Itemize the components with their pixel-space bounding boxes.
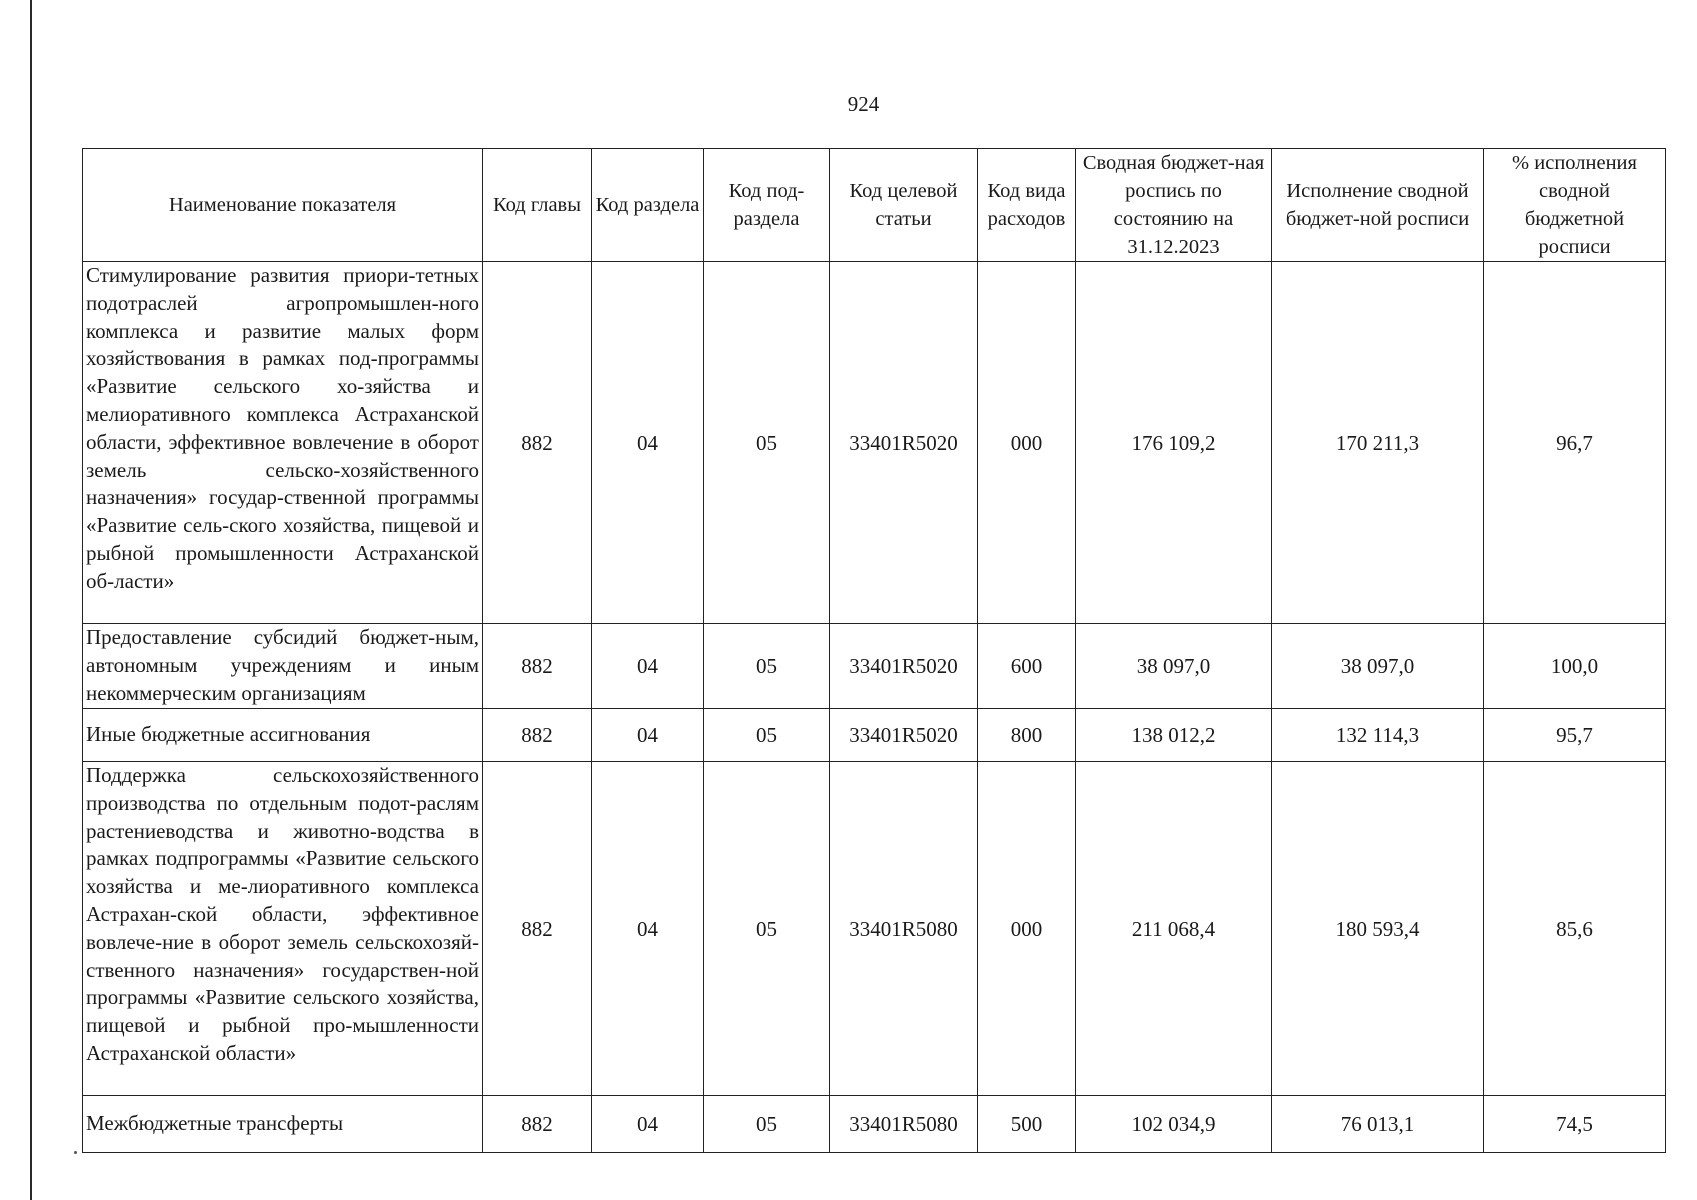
row-chapter: 882 [483,709,592,762]
row-planned: 176 109,2 [1076,262,1272,624]
row-subsection: 05 [704,624,830,709]
row-expense-type: 800 [978,709,1076,762]
header-target-code: Код целевой статьи [830,149,978,262]
header-name: Наименование показателя [83,149,483,262]
row-executed: 76 013,1 [1272,1096,1484,1153]
row-planned: 102 034,9 [1076,1096,1272,1153]
row-section: 04 [592,1096,704,1153]
header-chapter-code: Код главы [483,149,592,262]
row-planned: 211 068,4 [1076,762,1272,1096]
row-expense-type: 500 [978,1096,1076,1153]
row-target: 33401R5020 [830,624,978,709]
row-subsection: 05 [704,709,830,762]
row-chapter: 882 [483,624,592,709]
row-name: Межбюджетные трансферты [83,1096,483,1153]
row-percent: 85,6 [1484,762,1666,1096]
row-expense-type: 600 [978,624,1076,709]
row-section: 04 [592,709,704,762]
row-chapter: 882 [483,762,592,1096]
row-name: Стимулирование развития приори-тетных подотраслей агропромышлен-ного комплекса и развитие малых форм хозяйствования в рамках под-программы «Развитие сельского хо-зяйства и мелиоративного комплекса Астраханской области, эффективное вовлечение в оборот земель сельско-хозяйственного назначения» государ-ственной программы «Развитие сель-ского хозяйства, пищевой и рыбной промышленности Астраханской об-ласти» [83,262,483,624]
budget-table-container [82,148,1665,1153]
budget-execution-table [82,148,1666,1153]
row-percent: 74,5 [1484,1096,1666,1153]
header-section-code: Код раздела [592,149,704,262]
row-target: 33401R5020 [830,262,978,624]
row-section: 04 [592,262,704,624]
page-number: 924 [847,92,880,116]
row-target: 33401R5020 [830,709,978,762]
row-name: Иные бюджетные ассигнования [83,709,483,762]
row-target: 33401R5080 [830,1096,978,1153]
table-row [83,1096,1666,1153]
row-target: 33401R5080 [830,762,978,1096]
row-subsection: 05 [704,1096,830,1153]
row-subsection: 05 [704,262,830,624]
table-row [83,709,1666,762]
row-percent: 96,7 [1484,262,1666,624]
header-execution-percent: % исполнения сводной бюджетной росписи [1484,149,1666,262]
table-row [83,624,1666,709]
table-row [83,262,1666,624]
header-planned-budget: Сводная бюджет-ная роспись по состоянию на 31.12.2023 [1076,149,1272,262]
row-planned: 38 097,0 [1076,624,1272,709]
row-name: Предоставление субсидий бюджет-ным, автономным учреждениям и иным некоммерческим организациям [83,624,483,709]
row-name: Поддержка сельскохозяйственного производства по отдельным подот-раслям растениеводства и животно-водства в рамках подпрограммы «Развитие сельского хозяйства и ме-лиоративного комплекса Астрахан-ской области, эффективное вовлече-ние в оборот земель сельскохозяй-ственного назначения» государствен-ной программы «Развитие сельского хозяйства, пищевой и рыбной про-мышленности Астраханской области» [83,762,483,1096]
header-row [83,149,1666,262]
scan-edge-line [30,0,32,1200]
row-executed: 132 114,3 [1272,709,1484,762]
row-planned: 138 012,2 [1076,709,1272,762]
scan-speck [74,1151,77,1154]
row-section: 04 [592,624,704,709]
row-executed: 38 097,0 [1272,624,1484,709]
row-percent: 100,0 [1484,624,1666,709]
row-subsection: 05 [704,762,830,1096]
table-row [83,762,1666,1096]
row-expense-type: 000 [978,262,1076,624]
header-expense-type-code: Код вида расходов [978,149,1076,262]
row-executed: 180 593,4 [1272,762,1484,1096]
header-executed-budget: Исполнение сводной бюджет-ной росписи [1272,149,1484,262]
row-section: 04 [592,762,704,1096]
row-expense-type: 000 [978,762,1076,1096]
row-executed: 170 211,3 [1272,262,1484,624]
row-chapter: 882 [483,1096,592,1153]
header-subsection-code: Код под-раздела [704,149,830,262]
row-chapter: 882 [483,262,592,624]
row-percent: 95,7 [1484,709,1666,762]
